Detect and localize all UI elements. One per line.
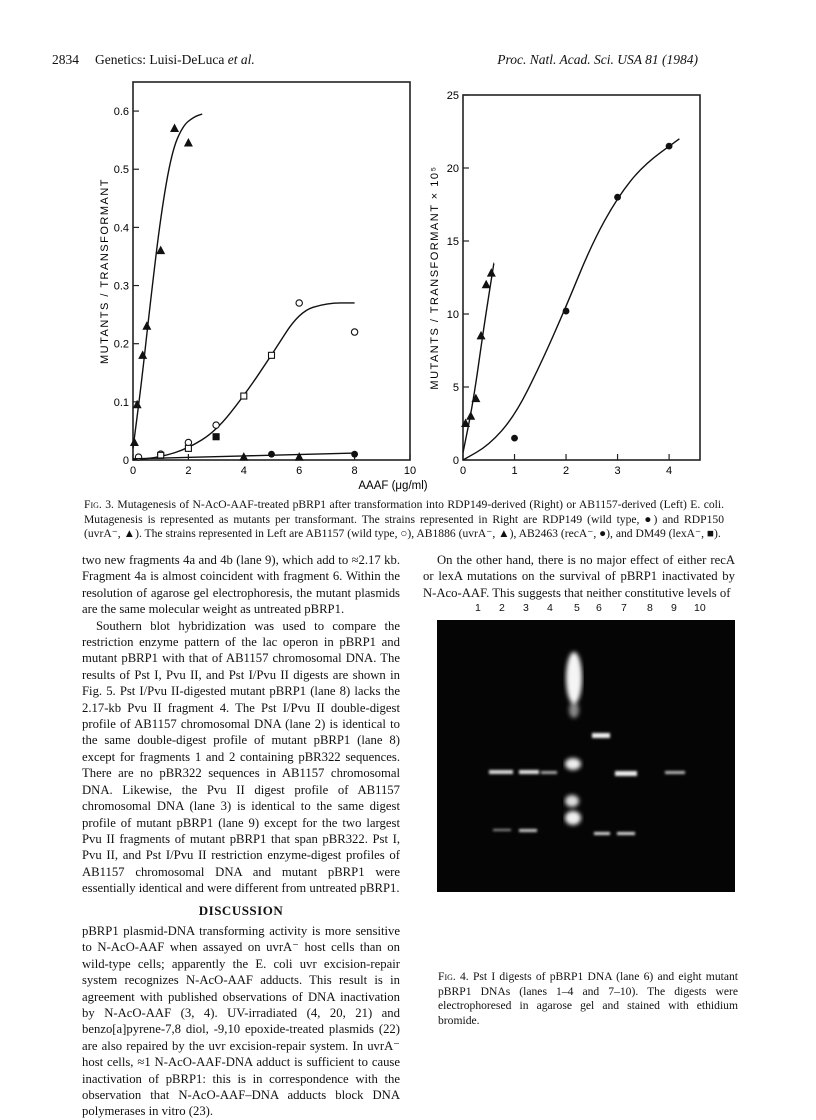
y-tick-label: 0.6: [113, 106, 129, 119]
lane-label: 5: [574, 602, 580, 614]
page-number: 2834: [52, 52, 79, 67]
y-tick-label: 0: [122, 455, 129, 467]
journal-citation: Proc. Natl. Acad. Sci. USA 81 (1984): [497, 52, 698, 67]
lane-label: 6: [596, 602, 602, 614]
x-tick-label: 0: [129, 465, 137, 477]
lane-label: 1: [475, 602, 481, 614]
data-point-open-circle: [185, 439, 191, 445]
data-point-open-circle: [213, 422, 219, 428]
right-panel-chart: [429, 90, 700, 477]
section-heading-discussion: DISCUSSION: [198, 902, 284, 918]
lane-label: 2: [499, 602, 505, 614]
y-tick-label: 10: [446, 309, 459, 321]
data-point-triangle: [170, 124, 179, 132]
y-tick-label: 0.4: [113, 222, 129, 235]
y-axis-label: MUTANTS / TRANSFORMANT × 10⁵: [429, 165, 441, 390]
x-tick-label: 2: [185, 465, 192, 477]
x-tick-label: 6: [296, 465, 303, 477]
figure-4-caption: [438, 970, 738, 1028]
y-tick-label: 15: [446, 236, 459, 248]
y-tick-label: 5: [452, 382, 459, 394]
fit-curve: [133, 114, 202, 448]
x-tick-label: 4: [666, 465, 673, 477]
x-tick-label: 1: [511, 465, 518, 477]
left-panel-chart: [99, 82, 416, 477]
right-text-column: [423, 552, 735, 601]
gel-band: [615, 771, 637, 776]
gel-band: [665, 771, 685, 774]
data-point-filled-circle: [666, 143, 673, 150]
data-point-open-circle: [351, 329, 357, 335]
figure-4-caption-text: Pst I digests of pBRP1 DNA (lane 6) and eight mutant pBRP1 DNAs (lanes 1–4 and 7–10). The digests were electrophoresed in agarose gel and stained with ethidium bromide.: [438, 970, 739, 1027]
gel-band: [541, 771, 557, 774]
gel-bands: [437, 620, 735, 892]
gel-band: [565, 795, 579, 807]
lane-label: 9: [671, 602, 677, 614]
gel-band: [617, 832, 635, 835]
y-tick-label: 0.2: [113, 338, 129, 351]
authors-text: Genetics: Luisi-DeLuca: [95, 52, 225, 67]
plot-frame: [133, 82, 410, 460]
gel-photograph: [437, 620, 735, 892]
data-point-filled-circle: [614, 194, 621, 201]
data-point-filled-circle: [511, 435, 518, 442]
gel-band: [594, 832, 610, 835]
data-point-triangle: [482, 280, 491, 289]
lane-label: 10: [694, 602, 706, 614]
data-point-open-circle: [296, 300, 302, 306]
shared-x-axis-label: AAAF (μg/ml): [358, 480, 428, 492]
x-tick-label: 3: [614, 465, 621, 477]
gel-band: [519, 770, 539, 774]
lane-label: 4: [547, 602, 553, 614]
figure-4-label: Fig. 4.: [438, 970, 469, 983]
x-tick-label: 8: [351, 465, 358, 477]
left-text-column: [82, 552, 400, 1120]
data-point-triangle: [130, 438, 139, 447]
lane-label: 7: [621, 602, 627, 614]
figure-3-caption-text: Mutagenesis of N-AcO-AAF-treated pBRP1 after transformation into RDP149-derived (Right) or AB1157-derived (Left) E. coli. Mutagenesis is represented as mutants per transformant. The strains represented in Right are RDP149 (wild type, ●) and RDP150 (uvrA⁻, ▲). The strains represented in Left are AB1157 (wild type, ○), AB1886 (uvrA⁻, ▲), AB2463 (recA⁻, ●), and DM49 (lexA⁻, ■).: [84, 498, 724, 541]
data-point-triangle: [487, 268, 496, 277]
paragraph: Southern blot hybridization was used to compare the restriction enzyme pattern of the lac operon in pBRP1 and mutant pBRP1 with that of AB1157 chromosomal DNA. The results of Pst I, Pvu II, and Pst I/Pvu II digests are shown in Fig. 5. Pst I/Pvu II-digested mutant pBRP1 (lane 8) lacks the 2.17-kb Pvu II fragment 4. The Pst I/Pvu II double-digest profile of AB1157 chromosomal DNA (lane 2) is identical to the same double-digest profile of mutant pBRP1 (lane 8) except for fragments 1 and 2 containing pBR322 sequences. There are no pBR322 sequences in AB1157 chromosomal DNA. Likewise, the Pvu II digest profile of AB1157 chromosomal DNA (lane 3) is identical to the same digest profile of mutant pBRP1 (lane 9) except for the two largest Pvu II fragments of mutant pBRP1 that span pBR322. Pst I, Pvu II, and Pst I/Pvu II restriction enzyme-digest profiles of AB1157 chromosomal DNA and mutant pBRP1 were essentially identical and were different from untreated pBRP1.: [82, 618, 400, 896]
x-tick-label: 0: [459, 465, 467, 477]
data-point-filled-circle: [268, 451, 275, 458]
gel-band: [493, 829, 511, 831]
paragraph: two new fragments 4a and 4b (lane 9), which add to ≈2.17 kb. Fragment 4a is almost coincident with fragment 6. Within the resolution of agarose gel electrophoresis, the mutant plasmids are the same molecular weight as untreated pBRP1.: [82, 553, 400, 617]
data-point-triangle: [466, 411, 475, 420]
x-tick-label: 2: [562, 465, 570, 477]
y-tick-label: 25: [446, 90, 459, 102]
gel-band: [519, 829, 537, 832]
data-point-triangle: [133, 400, 142, 409]
paragraph: On the other hand, there is no major effect of either recA or lexA mutations on the survival of pBRP1 inactivated by N-Aco-AAF. This suggests that neither constitutive levels of: [423, 553, 735, 600]
lane-label: 3: [523, 602, 529, 614]
x-tick-label: 10: [403, 465, 417, 477]
y-tick-label: 20: [446, 163, 459, 175]
data-point-triangle: [471, 394, 480, 403]
data-point-open-square: [185, 445, 191, 451]
paragraph: pBRP1 plasmid-DNA transforming activity is more sensitive to N-AcO-AAF when assayed on uvrA⁻ host cells than on wild-type cells; apparently the E. coli uvr excision-repair system recognizes N-AcO-AAF adducts. This result is in agreement with published observations of DNA inactivation by N-AcO-AAF (3, 4). UV-irradiated (4, 20, 21) and benzo[a]pyrene-7,8 diol, -9,10 epoxide-treated plasmids (22) are also repaired by the uvr excision-repair system. In uvrA⁻ host cells, ≈1 N-AcO-AAF-DNA adduct is sufficient to cause inactivation of pBRP1: this is in correspondence with the observation that N-AcO-AAF–DNA adducts block DNA polymerases in vitro (23).: [82, 923, 400, 1119]
data-point-triangle: [138, 350, 147, 359]
fit-curve: [463, 139, 679, 460]
figure-3: [0, 0, 816, 500]
gel-band: [565, 758, 581, 770]
lane-label: 8: [647, 602, 653, 614]
y-tick-label: 0.3: [113, 280, 129, 293]
y-tick-label: 0.5: [113, 164, 129, 177]
figure-3-caption: [84, 498, 724, 542]
gel-band: [489, 770, 513, 774]
gel-band: [565, 811, 581, 825]
data-point-open-square: [241, 393, 247, 399]
authors-etal: et al.: [224, 52, 255, 67]
y-axis-label: MUTANTS / TRANSFORMANT: [99, 178, 111, 364]
data-point-triangle: [184, 138, 193, 147]
data-point-triangle: [142, 321, 151, 330]
y-tick-label: 0.1: [113, 396, 129, 409]
data-point-triangle: [295, 452, 304, 461]
x-tick-label: 4: [240, 465, 247, 477]
fit-curve: [133, 303, 355, 460]
figure-3-label: Fig. 3.: [84, 498, 114, 511]
data-point-open-square: [269, 352, 275, 358]
data-point-filled-circle: [351, 451, 358, 458]
gel-band: [592, 733, 610, 738]
y-tick-label: 0: [452, 455, 459, 467]
data-point-filled-square: [213, 434, 219, 440]
data-point-filled-circle: [563, 308, 570, 315]
gel-smear: [569, 702, 579, 718]
gel-smear: [566, 652, 582, 704]
data-point-triangle: [477, 331, 486, 340]
